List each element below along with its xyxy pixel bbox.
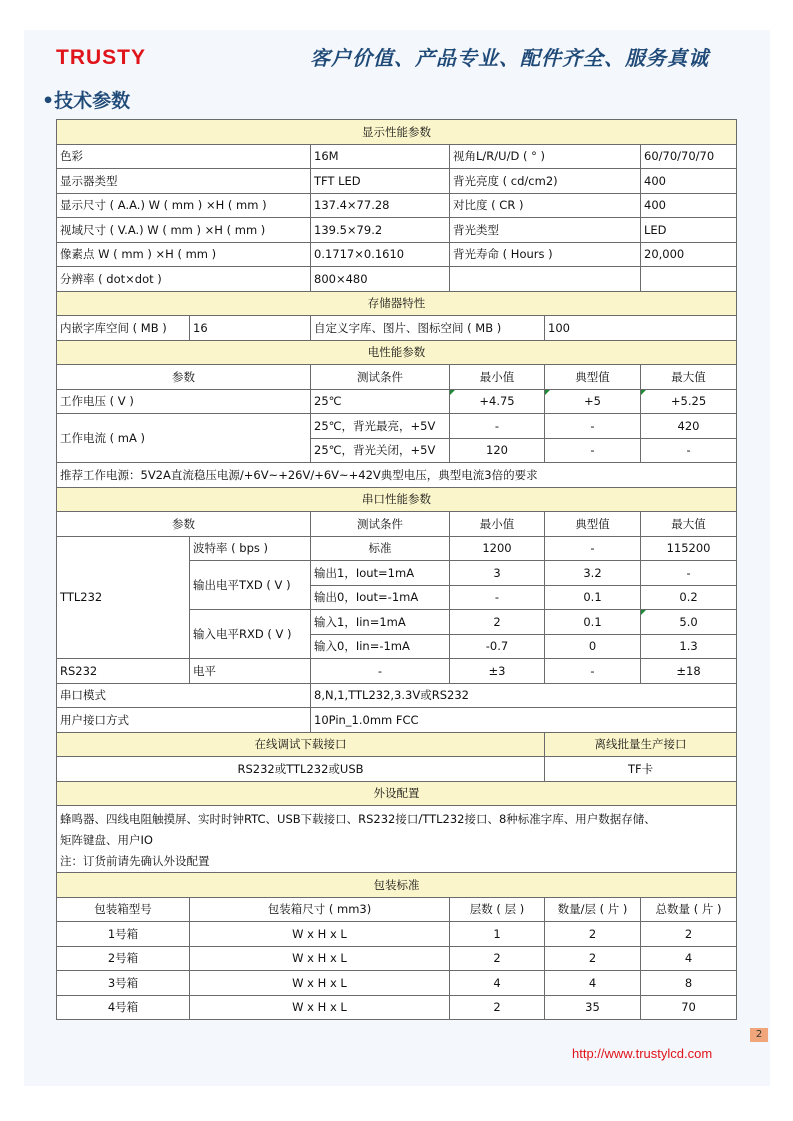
table-header-row: 包装箱型号 包装箱尺寸 ( mm3) 层数 ( 层 ) 数量/层 ( 片 ) 总数量 ( 片 ) [57, 897, 737, 922]
section-title: •技术参数 [42, 90, 131, 112]
storage-section-header: 存储器特性 [57, 291, 737, 316]
table-row: 输出电平TXD ( V ) 输出1，Iout=1mA 3 3.2 - [57, 561, 737, 586]
table-row [57, 806, 737, 873]
table-row: 4号箱 W x H x L 2 35 70 [57, 995, 737, 1020]
table-row: 输入0，Iin=-1mA -0.7 0 1.3 [57, 634, 737, 659]
table-row: 1号箱 W x H x L 1 2 2 [57, 922, 737, 947]
table-row: 显示器类型 TFT LED 背光亮度 ( cd/cm2) 400 [57, 169, 737, 194]
packing-section-header: 包装标准 [57, 873, 737, 898]
table-row: 工作电压 ( V ) 25℃ +4.75 +5 +5.25 [57, 389, 737, 414]
display-section-header: 显示性能参数 [57, 120, 737, 145]
website-link[interactable]: http://www.trustylcd.com [572, 1046, 713, 1061]
table-row: 视域尺寸 ( V.A.) W ( mm ) ×H ( mm ) 139.5×79.2 背光类型 LED [57, 218, 737, 243]
table-row: RS232 电平 - ±3 - ±18 [57, 659, 737, 684]
table-row: TTL232 波特率 ( bps ) 标准 1200 - 115200 [57, 536, 737, 561]
table-row: 工作电流 ( mA ) 25℃，背光最亮，+5V - - 420 [57, 414, 737, 439]
table-header-row: 参数 测试条件 最小值 典型值 最大值 [57, 365, 737, 390]
power-note: 推荐工作电源：5V2A直流稳压电源/+6V~+26V/+6V~+42V典型电压，典型电流3倍的要求 [57, 463, 737, 488]
table-row: 输出0，Iout=-1mA - 0.1 0.2 [57, 585, 737, 610]
table-row: RS232或TTL232或USB TF卡 [57, 757, 737, 782]
table-row [57, 732, 737, 757]
table-row: 输入电平RXD ( V ) 输入1，Iin=1mA 2 0.1 5.0 [57, 610, 737, 635]
table-row: 25℃，背光关闭，+5V 120 - - [57, 438, 737, 463]
online-download-header: 在线调试下载接口 [57, 732, 545, 757]
offline-production-header: 离线批量生产接口 [545, 732, 737, 757]
page-number: 2 [750, 1028, 768, 1042]
peripheral-section-header: 外设配置 [57, 781, 737, 806]
spec-table [56, 119, 737, 1020]
serial-section-header: 串口性能参数 [57, 487, 737, 512]
slogan: 客户价值、产品专业、配件齐全、服务真诚 [310, 46, 709, 70]
table-row: 2号箱 W x H x L 2 2 4 [57, 946, 737, 971]
table-header-row: 参数 测试条件 最小值 典型值 最大值 [57, 512, 737, 537]
table-row: 内嵌字库空间 ( MB ) 16 自定义字库、图片、图标空间 ( MB ) 100 [57, 316, 737, 341]
electrical-section-header: 电性能参数 [57, 340, 737, 365]
table-row: 3号箱 W x H x L 4 4 8 [57, 971, 737, 996]
peripheral-description: 蜂鸣器、四线电阻触摸屏、实时时钟RTC、USB下载接口、RS232接口/TTL232接口、8种标准字库、用户数据存储、 矩阵键盘、用户IO 注：订货前请先确认外设配置 [57, 806, 737, 873]
table-row [57, 463, 737, 488]
table-row: 用户接口方式 10Pin_1.0mm FCC [57, 708, 737, 733]
table-row: 串口模式 8,N,1,TTL232,3.3V或RS232 [57, 683, 737, 708]
table-row: 分辨率 ( dot×dot ) 800×480 [57, 267, 737, 292]
table-row: 显示尺寸 ( A.A.) W ( mm ) ×H ( mm ) 137.4×77.28 对比度 ( CR ) 400 [57, 193, 737, 218]
table-row: 色彩 16M 视角L/R/U/D ( ° ) 60/70/70/70 [57, 144, 737, 169]
brand-logo: TRUSTY [56, 46, 146, 69]
table-row: 像素点 W ( mm ) ×H ( mm ) 0.1717×0.1610 背光寿命 ( Hours ) 20,000 [57, 242, 737, 267]
